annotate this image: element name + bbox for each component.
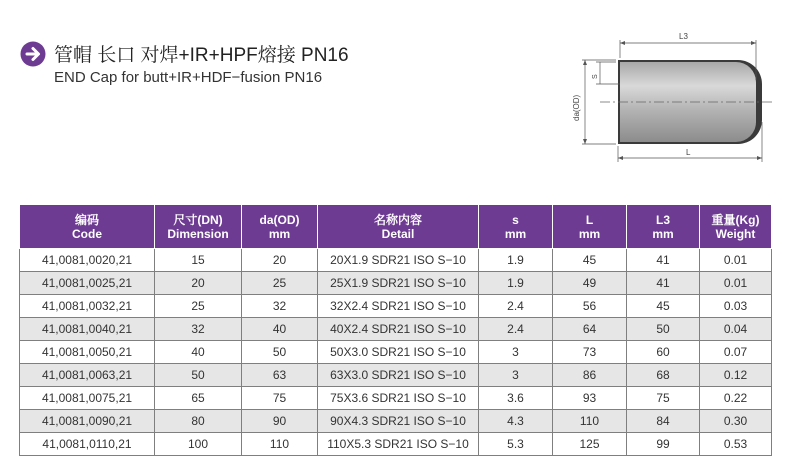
cell-code: 41,0081,0110,21 — [20, 433, 155, 456]
label-da: da(OD) — [572, 94, 581, 121]
cell-weight: 0.04 — [700, 318, 772, 341]
cell-detail: 50X3.0 SDR21 ISO S−10 — [318, 341, 479, 364]
cell-l3: 60 — [627, 341, 700, 364]
cell-dimension: 15 — [155, 249, 242, 272]
table-row — [20, 410, 772, 433]
cell-s: 3.6 — [479, 387, 553, 410]
cell-s: 4.3 — [479, 410, 553, 433]
cell-weight: 0.53 — [700, 433, 772, 456]
cell-od: 20 — [242, 249, 318, 272]
header-od: da(OD) mm — [242, 205, 318, 249]
cell-dimension: 50 — [155, 364, 242, 387]
header-l: L mm — [553, 205, 627, 249]
cell-weight: 0.30 — [700, 410, 772, 433]
cell-code: 41,0081,0063,21 — [20, 364, 155, 387]
cell-weight: 0.01 — [700, 272, 772, 295]
table-row — [20, 364, 772, 387]
cell-dimension: 32 — [155, 318, 242, 341]
cell-weight: 0.07 — [700, 341, 772, 364]
spec-table — [19, 204, 772, 456]
table-row — [20, 341, 772, 364]
cell-l: 93 — [553, 387, 627, 410]
cell-od: 90 — [242, 410, 318, 433]
cell-l3: 50 — [627, 318, 700, 341]
cell-l3: 75 — [627, 387, 700, 410]
cell-l: 64 — [553, 318, 627, 341]
table-row — [20, 433, 772, 456]
header-dimension: 尺寸(DN) Dimension — [155, 205, 242, 249]
cell-code: 41,0081,0050,21 — [20, 341, 155, 364]
table-row — [20, 249, 772, 272]
cell-dimension: 80 — [155, 410, 242, 433]
cell-detail: 32X2.4 SDR21 ISO S−10 — [318, 295, 479, 318]
cell-l3: 45 — [627, 295, 700, 318]
header-detail: 名称内容 Detail — [318, 205, 479, 249]
header-l3: L3 mm — [627, 205, 700, 249]
cell-detail: 40X2.4 SDR21 ISO S−10 — [318, 318, 479, 341]
label-s: S — [592, 74, 599, 79]
table-row — [20, 318, 772, 341]
header-s: s mm — [479, 205, 553, 249]
cell-od: 50 — [242, 341, 318, 364]
cell-l3: 41 — [627, 272, 700, 295]
cell-od: 40 — [242, 318, 318, 341]
cell-s: 2.4 — [479, 318, 553, 341]
cell-s: 3 — [479, 341, 553, 364]
arrow-circle-icon — [20, 41, 46, 67]
cell-weight: 0.12 — [700, 364, 772, 387]
cell-l: 56 — [553, 295, 627, 318]
cell-weight: 0.22 — [700, 387, 772, 410]
cell-dimension: 100 — [155, 433, 242, 456]
cell-l: 86 — [553, 364, 627, 387]
cell-code: 41,0081,0090,21 — [20, 410, 155, 433]
cell-detail: 90X4.3 SDR21 ISO S−10 — [318, 410, 479, 433]
cell-s: 1.9 — [479, 249, 553, 272]
cell-l: 45 — [553, 249, 627, 272]
cell-l3: 41 — [627, 249, 700, 272]
end-cap-drawing — [560, 28, 780, 168]
cell-code: 41,0081,0075,21 — [20, 387, 155, 410]
cell-od: 63 — [242, 364, 318, 387]
cell-od: 25 — [242, 272, 318, 295]
cell-s: 3 — [479, 364, 553, 387]
cell-dimension: 25 — [155, 295, 242, 318]
cell-code: 41,0081,0025,21 — [20, 272, 155, 295]
cell-s: 5.3 — [479, 433, 553, 456]
table-row — [20, 272, 772, 295]
cell-detail: 63X3.0 SDR21 ISO S−10 — [318, 364, 479, 387]
cell-l: 49 — [553, 272, 627, 295]
cell-s: 2.4 — [479, 295, 553, 318]
cell-detail: 75X3.6 SDR21 ISO S−10 — [318, 387, 479, 410]
cell-dimension: 40 — [155, 341, 242, 364]
cell-weight: 0.03 — [700, 295, 772, 318]
page-title: 管帽 长口 对焊+IR+HPF熔接 PN16 — [54, 45, 349, 66]
page-subtitle: END Cap for butt+IR+HDF−fusion PN16 — [54, 69, 323, 86]
cell-dimension: 20 — [155, 272, 242, 295]
cell-od: 32 — [242, 295, 318, 318]
cell-l: 73 — [553, 341, 627, 364]
header-weight: 重量(Kg) Weight — [700, 205, 772, 249]
header-code: 编码 Code — [20, 205, 155, 249]
table-row — [20, 295, 772, 318]
cell-code: 41,0081,0040,21 — [20, 318, 155, 341]
cell-code: 41,0081,0020,21 — [20, 249, 155, 272]
cell-dimension: 65 — [155, 387, 242, 410]
table-header-row — [20, 205, 772, 249]
cell-l3: 99 — [627, 433, 700, 456]
cell-l: 125 — [553, 433, 627, 456]
cell-detail: 20X1.9 SDR21 ISO S−10 — [318, 249, 479, 272]
cell-detail: 110X5.3 SDR21 ISO S−10 — [318, 433, 479, 456]
cell-weight: 0.01 — [700, 249, 772, 272]
cell-od: 110 — [242, 433, 318, 456]
cell-l3: 68 — [627, 364, 700, 387]
label-l: L — [686, 148, 691, 157]
cell-detail: 25X1.9 SDR21 ISO S−10 — [318, 272, 479, 295]
cell-od: 75 — [242, 387, 318, 410]
cell-code: 41,0081,0032,21 — [20, 295, 155, 318]
label-l3: L3 — [679, 32, 688, 41]
cell-l3: 84 — [627, 410, 700, 433]
cell-l: 110 — [553, 410, 627, 433]
table-row — [20, 387, 772, 410]
cell-s: 1.9 — [479, 272, 553, 295]
